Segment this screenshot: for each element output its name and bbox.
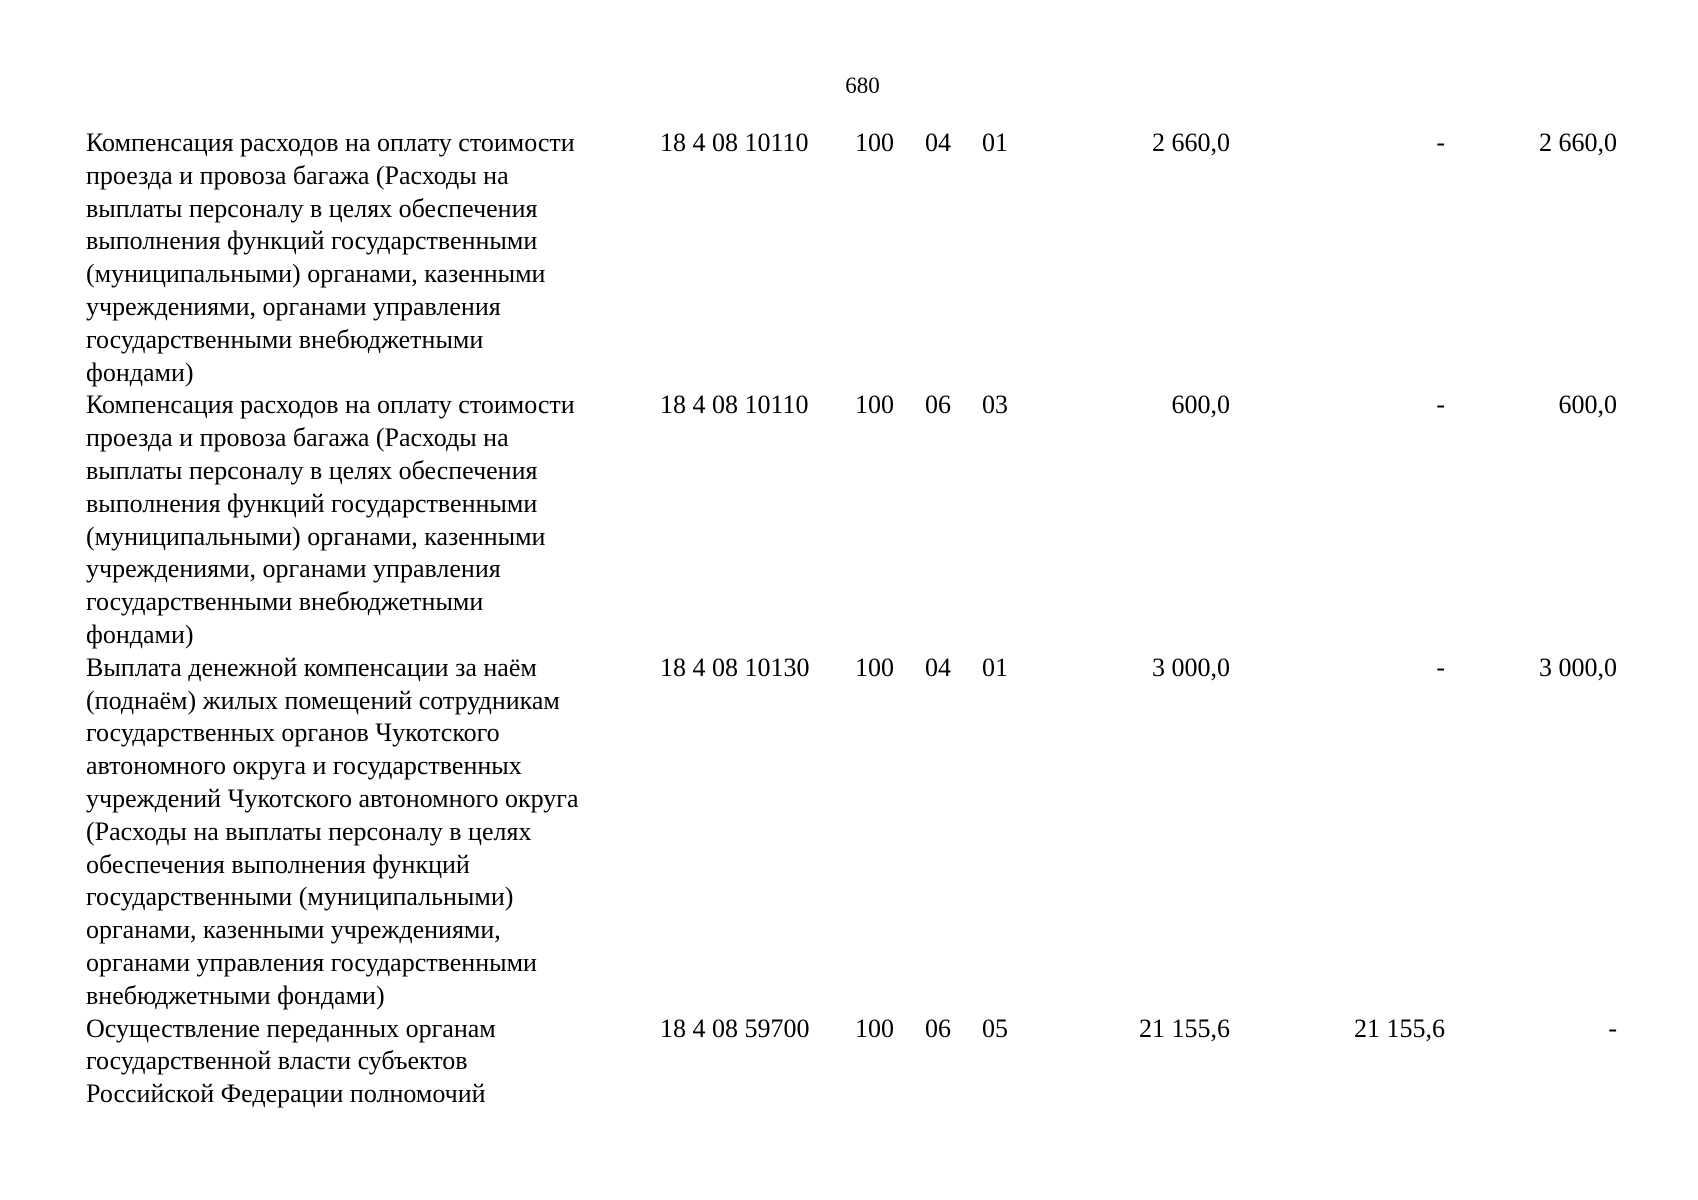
row-description: Выплата денежной компенсации за наём (поднаём) жилых помещений сотрудникам государственных органов Чукотского автономного округа и государственных учреждений Чукотского автономного округа (Расходы на выплаты персоналу в целях обеспечения выполнения функций государственными (муниципальными) органами, казенными учреждениями, органами управления государственными внебюджетными фондами) xyxy=(86,652,579,1010)
row-expense-type: 100 xyxy=(855,652,894,682)
table-row xyxy=(86,389,1617,651)
row-expense-type: 100 xyxy=(855,128,894,157)
row-section: 04 xyxy=(925,128,951,157)
row-subsection: 05 xyxy=(982,1013,1008,1043)
row-expense-type: 100 xyxy=(855,1013,894,1043)
row-total-amount: 600,0 xyxy=(1171,390,1230,420)
table-row xyxy=(86,652,1617,1013)
row-description: Осуществление переданных органам государственной власти субъектов Российской Федерации полномочий xyxy=(86,1013,496,1109)
row-total-amount: 3 000,0 xyxy=(1152,652,1230,682)
row-subvention-amount: - xyxy=(1436,128,1445,157)
row-subsection: 01 xyxy=(982,652,1008,682)
row-own-funds-amount: 3 000,0 xyxy=(1539,652,1617,682)
table-row xyxy=(86,1013,1617,1111)
row-subvention-amount: 21 155,6 xyxy=(1354,1013,1445,1043)
row-target-article: 18 4 08 10110 xyxy=(660,390,809,420)
row-own-funds-amount: - xyxy=(1608,1013,1617,1043)
row-subsection: 01 xyxy=(982,128,1008,157)
row-total-amount: 2 660,0 xyxy=(1152,128,1230,157)
row-total-amount: 21 155,6 xyxy=(1139,1013,1230,1043)
row-subvention-amount: - xyxy=(1436,652,1445,682)
row-description: Компенсация расходов на оплату стоимости проезда и провоза багажа (Расходы на выплаты персоналу в целях обеспечения выполнения функций государственными (муниципальными) органами, казенными учреждениями, органами управления государственными внебюджетными фондами) xyxy=(86,128,575,387)
table-row xyxy=(86,127,1617,389)
row-subvention-amount: - xyxy=(1436,390,1445,420)
row-target-article: 18 4 08 10110 xyxy=(660,128,809,157)
row-section: 06 xyxy=(925,390,951,420)
row-section: 06 xyxy=(925,1013,951,1043)
page-number: 680 xyxy=(845,73,880,98)
row-target-article: 18 4 08 59700 xyxy=(660,1013,810,1043)
row-own-funds-amount: 2 660,0 xyxy=(1539,128,1617,157)
row-description: Компенсация расходов на оплату стоимости проезда и провоза багажа (Расходы на выплаты персоналу в целях обеспечения выполнения функций государственными (муниципальными) органами, казенными учреждениями, органами управления государственными внебюджетными фондами) xyxy=(86,390,575,649)
row-own-funds-amount: 600,0 xyxy=(1558,390,1617,420)
row-target-article: 18 4 08 10130 xyxy=(660,652,810,682)
budget-table xyxy=(86,127,1617,1111)
row-section: 04 xyxy=(925,652,951,682)
row-expense-type: 100 xyxy=(855,390,894,420)
row-subsection: 03 xyxy=(982,390,1008,420)
